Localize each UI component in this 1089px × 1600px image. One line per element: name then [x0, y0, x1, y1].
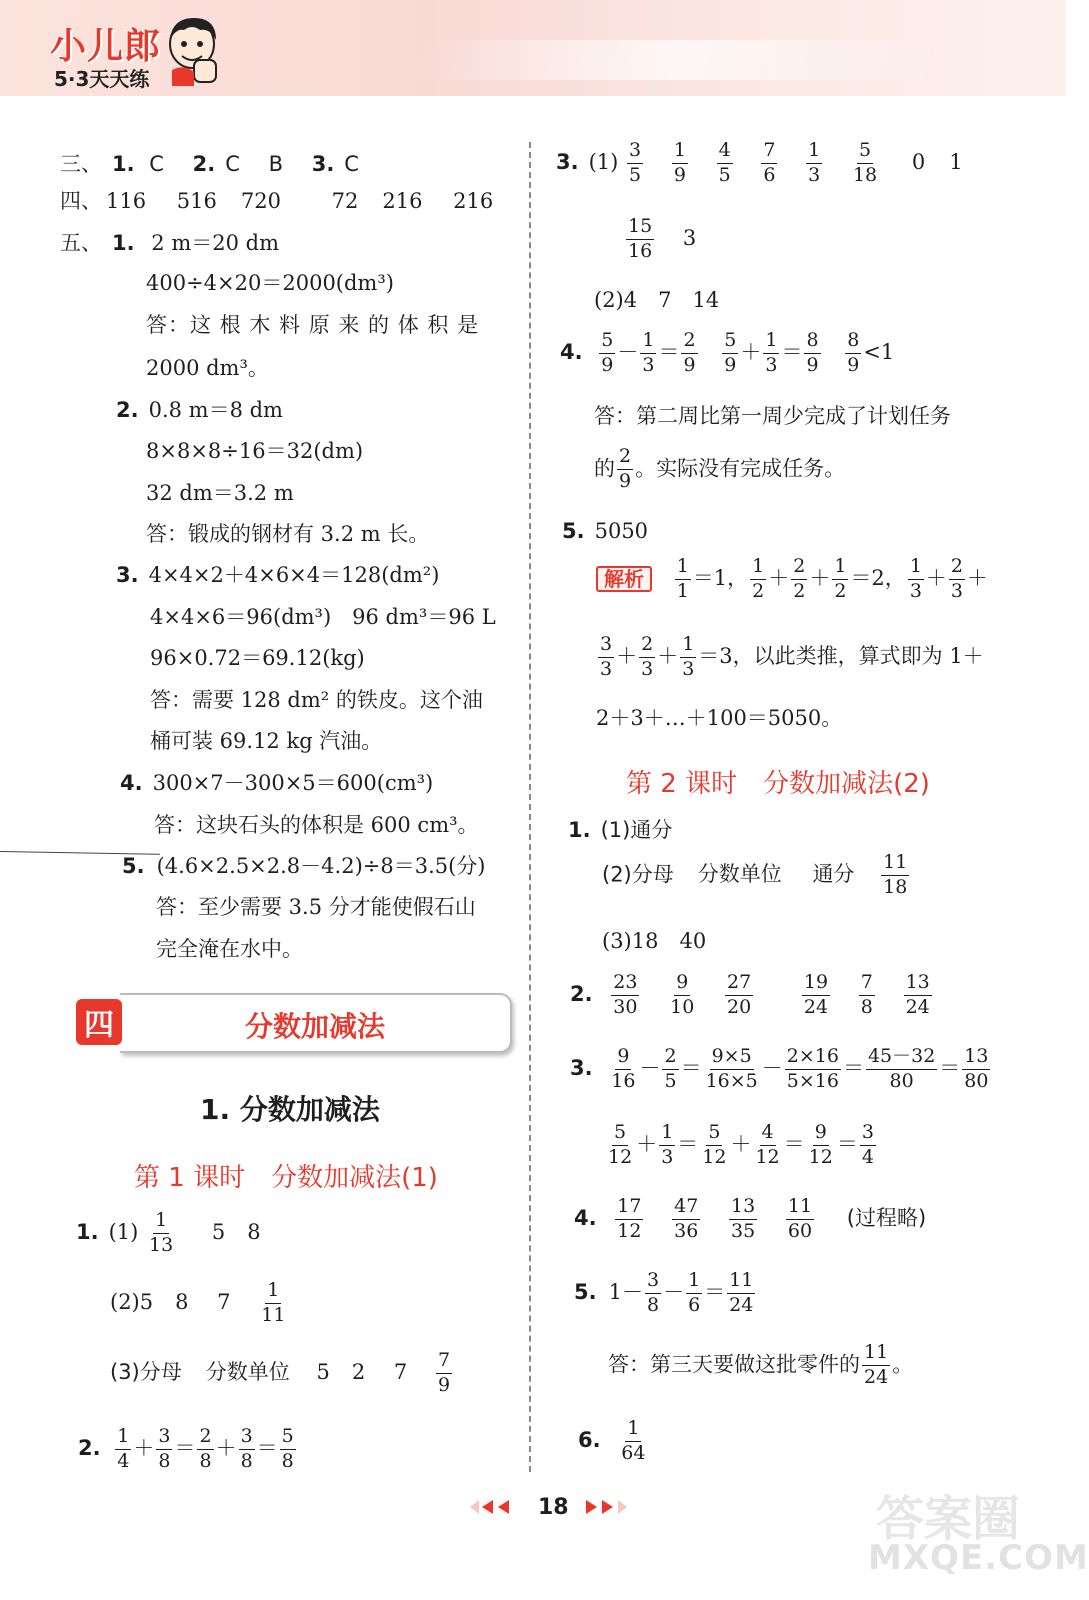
lesson-title: 第 1 课时 分数加减法(1): [134, 1163, 438, 1193]
answer-line: 4×4×6＝96(dm³) 96 dm³＝96 L: [150, 605, 496, 629]
page-number: 18: [538, 1495, 569, 1520]
next-arrow-icon: [602, 1500, 613, 1514]
mascot-icon: [164, 14, 224, 86]
next-arrow-icon: [586, 1500, 597, 1514]
chapter-banner: [76, 993, 512, 1053]
answer-line: 答：这块石头的体积是 600 cm³。: [154, 813, 479, 837]
answer-line: $\frac{5}{12}$ ＋ $\frac{1}{3}$ ＝ $\frac{5}{12}$ ＋ $\frac{4}{12}$ ＝ $\frac{9}{12}$ ＝ $\frac{3}{4}$: [608, 1121, 874, 1168]
answer-line: 32 dm＝3.2 m: [146, 481, 294, 505]
prev-arrow-icon: [470, 1500, 479, 1514]
answer-line: 桶可装 69.12 kg 汽油。: [150, 729, 383, 753]
answer-line: 3. 4×4×2＋4×6×4＝128(dm²): [116, 563, 440, 587]
answer-line: 3. $\frac{9}{16}$ － $\frac{2}{5}$ ＝ $\frac{9\times 5}{16\times 5}$ － $\frac{2\times 16}{5\times 16}$ ＝ $\frac{45-32}{80}$ ＝ $\frac{13}{80}$: [570, 1045, 989, 1092]
chapter-title: 分数加减法: [244, 1010, 385, 1043]
page-number-bar: [470, 1496, 640, 1520]
answer-line: 4. $\frac{17}{12}$ $\frac{47}{36}$ $\frac{13}{35}$ $\frac{11}{60}$ (过程略): [574, 1195, 927, 1242]
answer-line: 1. (1)通分: [568, 818, 673, 842]
answer-line: 五、 1. 2 m＝20 dm: [60, 231, 279, 255]
answer-line: 答：至少需要 3.5 分才能使假石山: [156, 895, 476, 919]
watermark-logo: 答案圈: [876, 1491, 1021, 1547]
next-arrow-icon: [618, 1500, 627, 1514]
answer-line: 答：这 根 木 料 原 来 的 体 积 是: [146, 313, 480, 337]
watermark-url: MXQE.COM: [868, 1538, 1089, 1578]
answer-line: 4. 300×7－300×5＝600(cm³): [120, 771, 434, 795]
answer-line: (2)5 8 7 $\frac{1}{11}$: [110, 1279, 286, 1326]
watermark: [868, 1480, 1089, 1590]
analysis-line: $\frac{3}{3}$ ＋ $\frac{2}{3}$ ＋ $\frac{1}{3}$ ＝3，以此类推，算式即为 1＋: [600, 633, 984, 680]
header-decoration: [420, 40, 1066, 80]
answer-line: (3)18 40: [602, 929, 707, 953]
answer-line: 四、 116 516 720 72 216 216: [60, 189, 494, 213]
answer-line: 2. $\frac{23}{30}$ $\frac{9}{10}$ $\frac{27}{20}$ $\frac{19}{24}$ $\frac{7}{8}$ $\frac{13}{24}$: [570, 971, 930, 1018]
analysis-line: 2＋3＋…＋100＝5050。: [596, 706, 843, 730]
page-header: [0, 0, 1066, 96]
column-divider: [529, 142, 531, 1472]
brand-logo: 小儿郎: [50, 26, 162, 67]
answer-line: 完全淹在水中。: [156, 937, 303, 961]
answer-line: 答：锻成的钢材有 3.2 m 长。: [146, 522, 430, 546]
answer-line: 答：第二周比第一周少完成了计划任务: [594, 404, 951, 428]
answer-line: 4. $\frac{5}{9}$ － $\frac{1}{3}$ ＝ $\frac{2}{9}$ $\frac{5}{9}$ ＋ $\frac{1}{3}$ ＝ $\frac{8}{9}$ $\frac{8}{9}$ <1: [560, 329, 895, 376]
answer-line: 2000 dm³。: [146, 356, 269, 380]
answer-line: 答：需要 128 dm² 的铁皮。这个油: [150, 688, 483, 712]
answer-line: 5. 1－ $\frac{3}{8}$ － $\frac{1}{6}$ ＝ $\frac{11}{24}$: [574, 1269, 754, 1316]
answer-line: (2)4 7 14: [594, 288, 720, 312]
answer-line: 5. 5050: [562, 519, 649, 543]
section-title: 1. 分数加减法: [200, 1093, 380, 1126]
answer-line: $\frac{15}{16}$ 3: [628, 215, 697, 262]
analysis-badge: 解析: [596, 566, 652, 592]
prev-arrow-icon: [498, 1500, 509, 1514]
answer-line: 三、 1. C 2. C B 3. C: [60, 152, 359, 176]
brand-subtitle: 5·3天天练: [54, 67, 150, 91]
answer-line: (3)分母 分数单位 5 2 7 $\frac{7}{9}$: [110, 1349, 451, 1396]
answer-line: 1. (1) $\frac{1}{13}$ 5 8: [76, 1209, 261, 1256]
answer-line: 3. (1) $\frac{3}{5}$ $\frac{1}{9}$ $\frac{4}{5}$ $\frac{7}{6}$ $\frac{1}{3}$ $\frac{5}{18}$ 0 1: [556, 139, 963, 186]
answer-line: (2)分母 分数单位 通分 $\frac{11}{18}$: [602, 851, 908, 898]
answer-line: 的 $\frac{2}{9}$ 。实际没有完成任务。: [594, 445, 846, 492]
analysis-line: 解析 $\frac{1}{1}$ ＝1， $\frac{1}{2}$ ＋ $\frac{2}{2}$ ＋ $\frac{1}{2}$ ＝2， $\frac{1}{3}$ ＋ $\frac{2}{3}$ ＋: [596, 556, 988, 603]
answer-line: 6. $\frac{1}{64}$: [578, 1417, 646, 1464]
chapter-number: 四: [76, 999, 122, 1045]
answer-line: 2. 0.8 m＝8 dm: [116, 398, 283, 422]
answer-line: 96×0.72＝69.12(kg): [150, 646, 365, 670]
answer-line: 2. $\frac{1}{4}$ ＋ $\frac{3}{8}$ ＝ $\frac{2}{8}$ ＋ $\frac{3}{8}$ ＝ $\frac{5}{8}$: [78, 1425, 294, 1472]
answer-line: 8×8×8÷16＝32(dm): [146, 439, 364, 463]
answer-line: 5. (4.6×2.5×2.8－4.2)÷8＝3.5(分): [122, 854, 486, 878]
prev-arrow-icon: [482, 1500, 493, 1514]
answer-line: 答：第三天要做这批零件的 $\frac{11}{24}$ 。: [608, 1341, 914, 1388]
answer-line: 400÷4×20＝2000(dm³): [146, 271, 394, 295]
lesson-title: 第 2 课时 分数加减法(2): [626, 769, 930, 799]
